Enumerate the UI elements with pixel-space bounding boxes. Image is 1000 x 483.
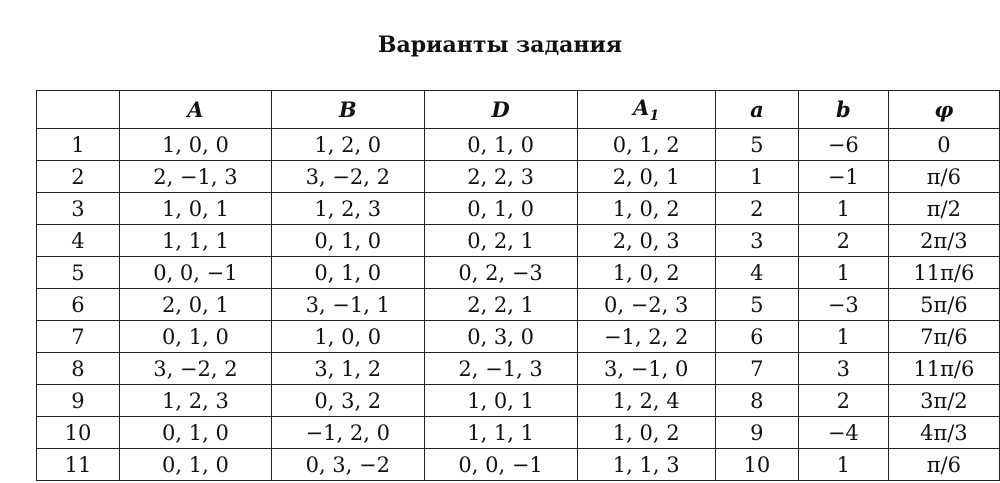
cell-b: 0, 3, 2 (271, 385, 424, 417)
cell-a1: 2, 0, 1 (577, 161, 715, 193)
cell-a: 1, 0, 0 (119, 129, 271, 161)
cell-b: 0, 1, 0 (271, 225, 424, 257)
table-row (37, 417, 1000, 449)
cell-d: 2, 2, 1 (424, 289, 577, 321)
cell-variant-number: 3 (37, 193, 120, 225)
cell-variant-number: 6 (37, 289, 120, 321)
table-row (37, 385, 1000, 417)
cell-small-b: 2 (798, 385, 888, 417)
cell-a1: 1, 2, 4 (577, 385, 715, 417)
cell-phi: 5π/6 (888, 289, 999, 321)
cell-phi: 0 (888, 129, 999, 161)
cell-b: 1, 2, 0 (271, 129, 424, 161)
cell-a1: 2, 0, 3 (577, 225, 715, 257)
cell-small-a: 3 (715, 225, 798, 257)
cell-b: 0, 1, 0 (271, 257, 424, 289)
cell-small-b: 2 (798, 225, 888, 257)
cell-small-a: 1 (715, 161, 798, 193)
header-phi: φ (888, 91, 999, 129)
cell-phi: 4π/3 (888, 417, 999, 449)
cell-variant-number: 1 (37, 129, 120, 161)
cell-d: 0, 3, 0 (424, 321, 577, 353)
cell-a: 1, 1, 1 (119, 225, 271, 257)
cell-a1: 3, −1, 0 (577, 353, 715, 385)
cell-variant-number: 11 (37, 449, 120, 481)
cell-small-b: 3 (798, 353, 888, 385)
cell-small-a: 9 (715, 417, 798, 449)
cell-variant-number: 10 (37, 417, 120, 449)
cell-a: 0, 1, 0 (119, 321, 271, 353)
cell-a1: 1, 0, 2 (577, 257, 715, 289)
cell-b: 0, 3, −2 (271, 449, 424, 481)
header-a: A (119, 91, 271, 129)
cell-small-a: 5 (715, 289, 798, 321)
cell-small-a: 10 (715, 449, 798, 481)
cell-small-b: −1 (798, 161, 888, 193)
header-a1-subscript: 1 (649, 108, 660, 125)
cell-variant-number: 5 (37, 257, 120, 289)
cell-d: 0, 1, 0 (424, 193, 577, 225)
cell-small-a: 5 (715, 129, 798, 161)
variants-table (36, 90, 1000, 481)
cell-b: −1, 2, 0 (271, 417, 424, 449)
header-d: D (424, 91, 577, 129)
cell-small-a: 6 (715, 321, 798, 353)
cell-d: 2, −1, 3 (424, 353, 577, 385)
cell-small-a: 2 (715, 193, 798, 225)
header-small-b: b (798, 91, 888, 129)
cell-d: 1, 1, 1 (424, 417, 577, 449)
cell-small-a: 4 (715, 257, 798, 289)
cell-phi: 11π/6 (888, 353, 999, 385)
header-row (37, 91, 1000, 129)
cell-phi: π/6 (888, 161, 999, 193)
cell-d: 1, 0, 1 (424, 385, 577, 417)
cell-a: 1, 2, 3 (119, 385, 271, 417)
cell-a: 0, 1, 0 (119, 449, 271, 481)
cell-small-b: −6 (798, 129, 888, 161)
cell-b: 1, 0, 0 (271, 321, 424, 353)
cell-b: 3, 1, 2 (271, 353, 424, 385)
cell-a1: 0, −2, 3 (577, 289, 715, 321)
table-row (37, 353, 1000, 385)
cell-variant-number: 2 (37, 161, 120, 193)
cell-b: 3, −1, 1 (271, 289, 424, 321)
cell-a: 2, 0, 1 (119, 289, 271, 321)
cell-phi: π/2 (888, 193, 999, 225)
table-row (37, 161, 1000, 193)
header-a1 (577, 91, 715, 129)
cell-small-a: 8 (715, 385, 798, 417)
cell-phi: 11π/6 (888, 257, 999, 289)
cell-small-a: 7 (715, 353, 798, 385)
table-row (37, 289, 1000, 321)
cell-a1: 1, 1, 3 (577, 449, 715, 481)
cell-a: 0, 0, −1 (119, 257, 271, 289)
cell-d: 0, 1, 0 (424, 129, 577, 161)
cell-variant-number: 9 (37, 385, 120, 417)
cell-d: 0, 0, −1 (424, 449, 577, 481)
table-row (37, 257, 1000, 289)
cell-small-b: 1 (798, 321, 888, 353)
table-body (37, 129, 1000, 481)
header-a1-base: A (633, 94, 650, 120)
cell-small-b: −4 (798, 417, 888, 449)
cell-a: 1, 0, 1 (119, 193, 271, 225)
cell-small-b: −3 (798, 289, 888, 321)
cell-a: 3, −2, 2 (119, 353, 271, 385)
cell-phi: 2π/3 (888, 225, 999, 257)
cell-a: 2, −1, 3 (119, 161, 271, 193)
cell-small-b: 1 (798, 257, 888, 289)
table-row (37, 321, 1000, 353)
header-variant-number (37, 91, 120, 129)
cell-phi: 3π/2 (888, 385, 999, 417)
cell-a1: 0, 1, 2 (577, 129, 715, 161)
header-small-a: a (715, 91, 798, 129)
cell-b: 3, −2, 2 (271, 161, 424, 193)
table-row (37, 449, 1000, 481)
cell-small-b: 1 (798, 449, 888, 481)
cell-variant-number: 4 (37, 225, 120, 257)
cell-b: 1, 2, 3 (271, 193, 424, 225)
cell-small-b: 1 (798, 193, 888, 225)
cell-a1: −1, 2, 2 (577, 321, 715, 353)
cell-d: 2, 2, 3 (424, 161, 577, 193)
table-row (37, 129, 1000, 161)
cell-variant-number: 8 (37, 353, 120, 385)
table-row (37, 193, 1000, 225)
cell-a1: 1, 0, 2 (577, 417, 715, 449)
cell-phi: π/6 (888, 449, 999, 481)
cell-d: 0, 2, 1 (424, 225, 577, 257)
header-b: B (271, 91, 424, 129)
table-row (37, 225, 1000, 257)
cell-a1: 1, 0, 2 (577, 193, 715, 225)
page-title: Варианты задания (377, 32, 623, 58)
cell-a: 0, 1, 0 (119, 417, 271, 449)
cell-phi: 7π/6 (888, 321, 999, 353)
cell-d: 0, 2, −3 (424, 257, 577, 289)
cell-variant-number: 7 (37, 321, 120, 353)
